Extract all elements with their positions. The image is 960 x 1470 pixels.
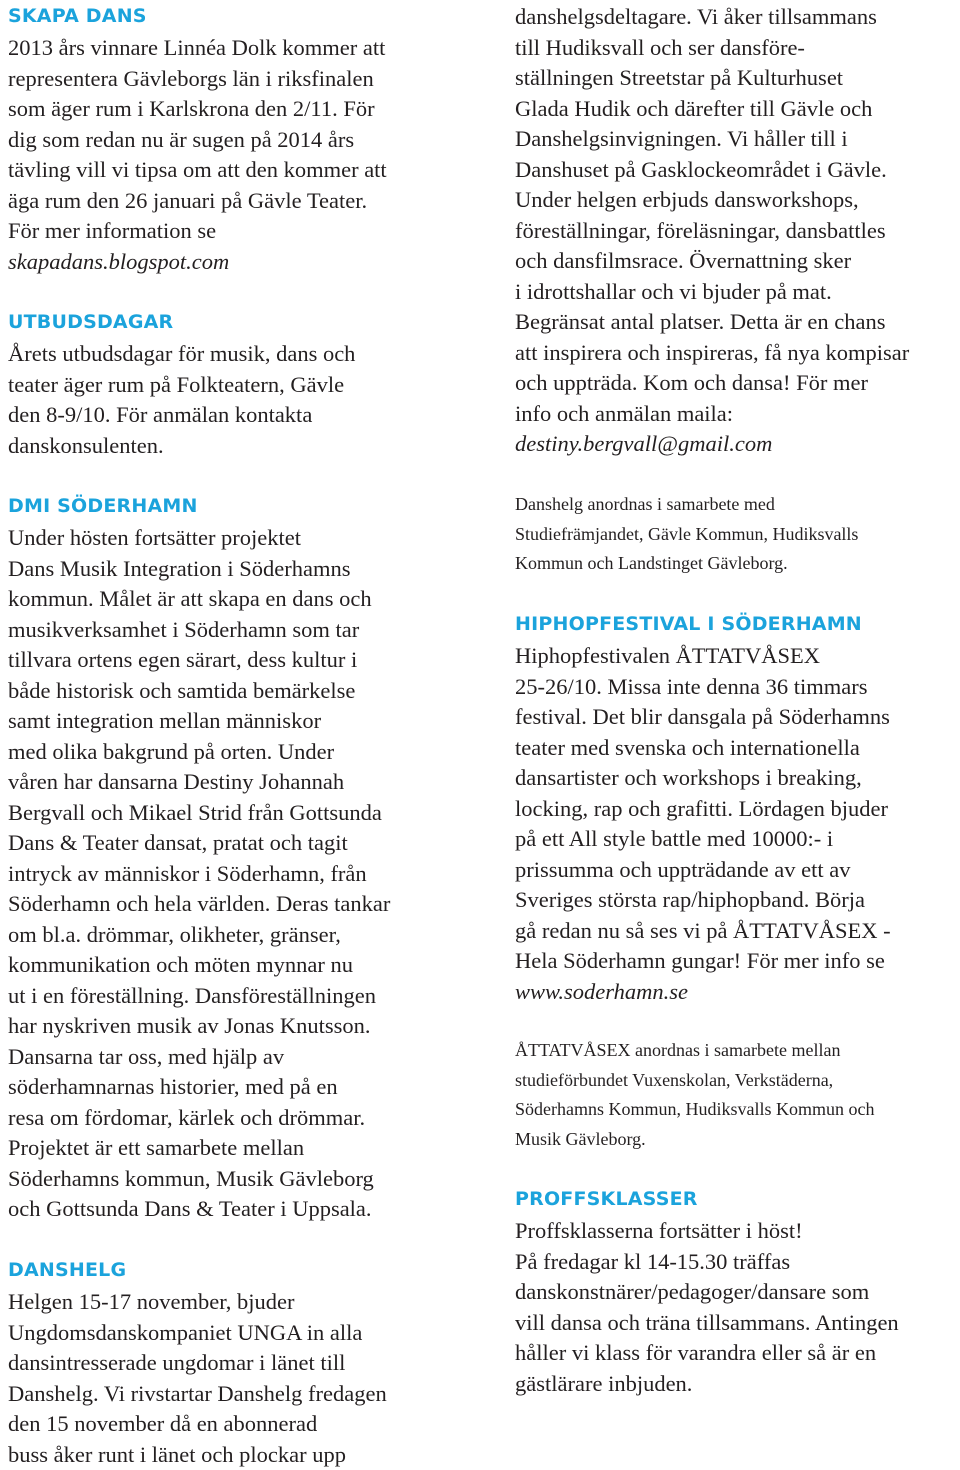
body-line: föreställningar, föreläsningar, dansbattles [515,216,909,247]
body-line: festival. Det blir dansgala på Söderhamns [515,702,891,733]
body-line: till Hudiksvall och ser dansföre- [515,33,909,64]
section-body [515,1216,899,1399]
section-body [8,1287,387,1470]
body-line: Danshelg. Vi rivstartar Danshelg fredagen [8,1379,387,1410]
section-danshelg [8,1258,387,1470]
body-line: info och anmälan maila: [515,399,909,430]
section-danshelg-continued [515,2,909,460]
note-line: Studiefrämjandet, Gävle Kommun, Hudiksvalls [515,520,858,550]
body-line: Söderhamns kommun, Musik Gävleborg [8,1164,390,1195]
note-body [515,490,858,579]
body-line: dig som redan nu är sugen på 2014 års [8,125,387,156]
note-line: ÅTTATVÅSEX anordnas i samarbete mellan [515,1036,874,1066]
section-danshelg-note [515,490,858,579]
skapadans-link[interactable]: skapadans.blogspot.com [8,247,387,278]
section-heading: DANSHELG [8,1258,387,1282]
body-line: För mer information se [8,216,387,247]
body-line: Söderhamn och hela världen. Deras tankar [8,889,390,920]
section-heading: HIPHOPFESTIVAL I SÖDERHAMN [515,612,891,636]
body-line: tävling vill vi tipsa om att den kommer att [8,155,387,186]
body-line: om bl.a. drömmar, olikheter, gränser, [8,920,390,951]
body-line: 25-26/10. Missa inte denna 36 timmars [515,672,891,703]
note-line: studieförbundet Vuxenskolan, Verkstäderna, [515,1066,874,1096]
note-line: Musik Gävleborg. [515,1125,874,1155]
body-line: dansintresserade ungdomar i länet till [8,1348,387,1379]
body-line: att inspirera och inspireras, få nya kompisar [515,338,909,369]
body-line: På fredagar kl 14-15.30 träffas [515,1247,899,1278]
body-line: den 8-9/10. För anmälan kontakta [8,400,355,431]
body-line: Helgen 15-17 november, bjuder [8,1287,387,1318]
section-body [8,523,390,1225]
body-line: ställningen Streetstar på Kulturhuset [515,63,909,94]
body-line: Proffsklasserna fortsätter i höst! [515,1216,899,1247]
body-line: Hiphopfestivalen ÅTTATVÅSEX [515,641,891,672]
soderhamn-link[interactable]: www.soderhamn.se [515,977,891,1008]
body-line: och uppträda. Kom och dansa! För mer [515,368,909,399]
body-line: Ungdomsdanskompaniet UNGA in alla [8,1318,387,1349]
body-line: ut i en föreställning. Dansföreställningen [8,981,390,1012]
body-line: med olika bakgrund på orten. Under [8,737,390,768]
body-line: representera Gävleborgs län i riksfinalen [8,64,387,95]
body-line: Glada Hudik och därefter till Gävle och [515,94,909,125]
section-heading: UTBUDSDAGAR [8,310,355,334]
body-line: tillvara ortens egen särart, dess kultur i [8,645,390,676]
body-line: musikverksamhet i Söderhamn som tar [8,615,390,646]
note-line: Danshelg anordnas i samarbete med [515,490,858,520]
body-line: resa om fördomar, kärlek och drömmar. [8,1103,390,1134]
body-line: på ett All style battle med 10000:- i [515,824,891,855]
email-link[interactable]: destiny.bergvall@gmail.com [515,429,909,460]
body-line: danshelgsdeltagare. Vi åker tillsammans [515,2,909,33]
section-hiphop-note [515,1036,874,1154]
body-line: Under hösten fortsätter projektet [8,523,390,554]
body-line: Dansarna tar oss, med hjälp av [8,1042,390,1073]
body-line: intryck av människor i Söderhamn, från [8,859,390,890]
body-line: Begränsat antal platser. Detta är en chans [515,307,909,338]
body-line: Danshuset på Gasklockeområdet i Gävle. [515,155,909,186]
body-line: danskonsulenten. [8,431,355,462]
section-hiphopfestival [515,612,891,1007]
note-line: Söderhamns Kommun, Hudiksvalls Kommun och [515,1095,874,1125]
body-line: håller vi klass för varandra eller så är en [515,1338,899,1369]
body-line: Projektet är ett samarbete mellan [8,1133,390,1164]
body-line: dansartister och workshops i breaking, [515,763,891,794]
body-line: Sveriges största rap/hiphopband. Börja [515,885,891,916]
body-line: Bergvall och Mikael Strid från Gottsunda [8,798,390,829]
section-skapa-dans [8,4,387,277]
body-line: samt integration mellan människor [8,706,390,737]
body-line: Dans Musik Integration i Söderhamns [8,554,390,585]
note-line: Kommun och Landstinget Gävleborg. [515,549,858,579]
section-body [515,641,891,1007]
section-utbudsdagar [8,310,355,461]
section-heading: PROFFSKLASSER [515,1187,899,1211]
section-heading: DMI SÖDERHAMN [8,494,390,518]
section-proffsklasser [515,1187,899,1399]
body-line: prissumma och uppträdande av ett av [515,855,891,886]
body-line: danskonstnärer/pedagoger/dansare som [515,1277,899,1308]
body-line: i idrottshallar och vi bjuder på mat. [515,277,909,308]
section-body [8,33,387,277]
body-line: gästlärare inbjuden. [515,1369,899,1400]
body-line: teater äger rum på Folkteatern, Gävle [8,370,355,401]
body-line: kommunikation och möten mynnar nu [8,950,390,981]
section-body [8,339,355,461]
body-line: kommun. Målet är att skapa en dans och [8,584,390,615]
body-line: Årets utbudsdagar för musik, dans och [8,339,355,370]
body-line: den 15 november då en abonnerad [8,1409,387,1440]
body-line: har nyskriven musik av Jonas Knutsson. [8,1011,390,1042]
section-heading: SKAPA DANS [8,4,387,28]
body-line: äga rum den 26 januari på Gävle Teater. [8,186,387,217]
section-body [515,2,909,460]
body-line: teater med svenska och internationella [515,733,891,764]
body-line: Hela Söderhamn gungar! För mer info se [515,946,891,977]
body-line: Under helgen erbjuds dansworkshops, [515,185,909,216]
body-line: locking, rap och grafitti. Lördagen bjuder [515,794,891,825]
body-line: buss åker runt i länet och plockar upp [8,1440,387,1470]
body-line: som äger rum i Karlskrona den 2/11. För [8,94,387,125]
section-dmi-soderhamn [8,494,390,1225]
body-line: våren har dansarna Destiny Johannah [8,767,390,798]
body-line: söderhamnarnas historier, med på en [8,1072,390,1103]
body-line: Dans & Teater dansat, pratat och tagit [8,828,390,859]
body-line: vill dansa och träna tillsammans. Antingen [515,1308,899,1339]
body-line: och dansfilmsrace. Övernattning sker [515,246,909,277]
body-line: 2013 års vinnare Linnéa Dolk kommer att [8,33,387,64]
body-line: gå redan nu så ses vi på ÅTTATVÅSEX - [515,916,891,947]
note-body [515,1036,874,1154]
body-line: både historisk och samtida bemärkelse [8,676,390,707]
body-line: Danshelgsinvigningen. Vi håller till i [515,124,909,155]
body-line: och Gottsunda Dans & Teater i Uppsala. [8,1194,390,1225]
